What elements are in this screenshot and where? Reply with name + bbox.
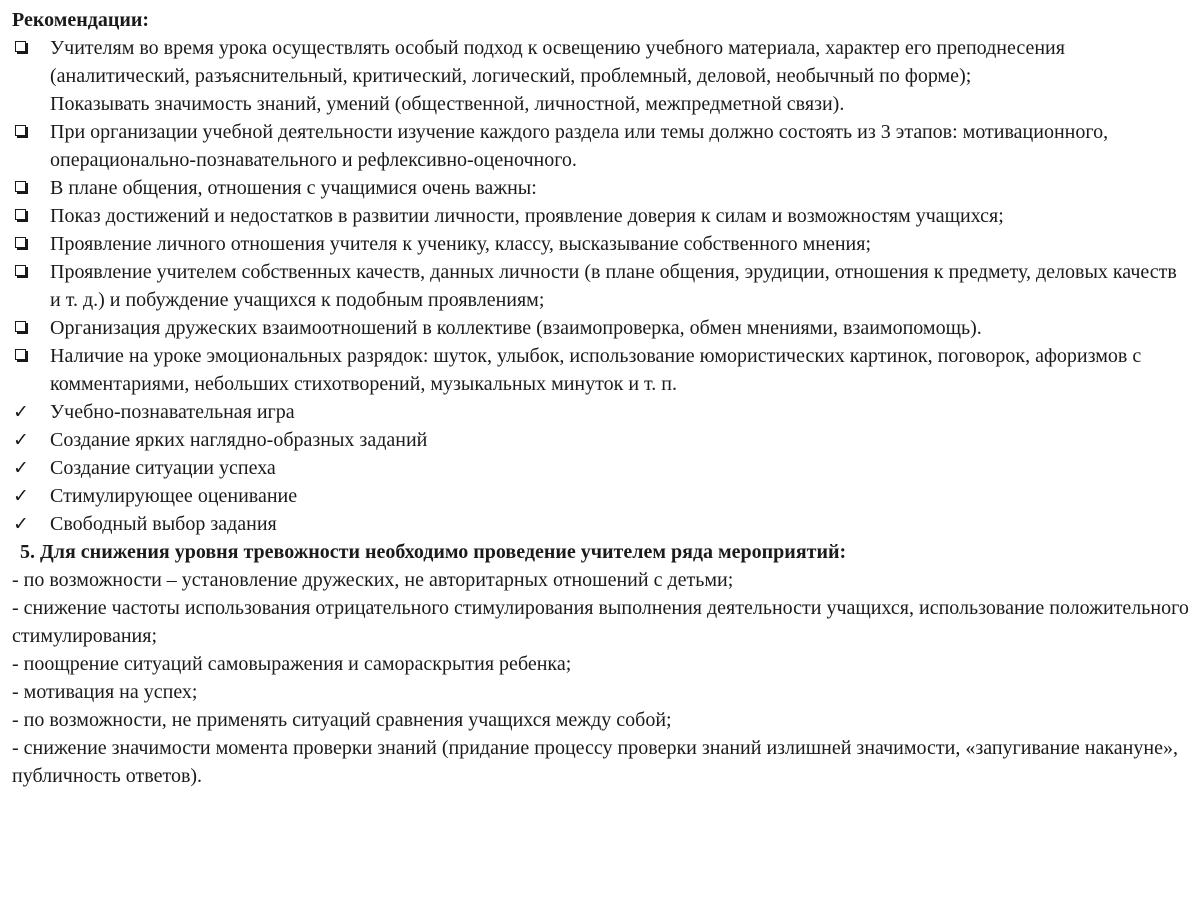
dash-item: - по возможности – установление дружеских, не авторитарных отношений с детьми; xyxy=(12,569,734,591)
list-item xyxy=(12,174,1192,202)
square-bullet-icon xyxy=(12,258,40,286)
dash-item: - мотивация на успех; xyxy=(12,681,198,703)
list-item-text: Создание ярких наглядно-образных заданий xyxy=(50,429,428,451)
list-item-text: Учебно-познавательная игра xyxy=(50,401,295,423)
list-item-text: При организации учебной деятельности изучение каждого раздела или темы должно состоять из 3 этапов: мотивационного, операционально-познавательного и рефлексивно-оценочного. xyxy=(50,121,1109,171)
square-bullet-icon xyxy=(12,118,40,146)
dash-item: - снижение значимости момента проверки знаний (придание процессу проверки знаний излишней значимости, «запугивание накануне», публичность ответов). xyxy=(12,737,1178,787)
check-bullet-list xyxy=(12,398,1192,538)
list-item xyxy=(12,34,1192,118)
checkmark-icon: ✓ xyxy=(13,429,29,451)
list-item-text: Проявление личного отношения учителя к ученику, классу, высказывание собственного мнения; xyxy=(50,233,872,255)
checkmark-icon: ✓ xyxy=(13,513,29,535)
list-item-text: Показ достижений и недостатков в развитии личности, проявление доверия к силам и возможностям учащихся; xyxy=(50,205,1004,227)
square-bullet-icon xyxy=(12,174,40,202)
list-item-text: В плане общения, отношения с учащимися очень важны: xyxy=(50,177,537,199)
list-item xyxy=(12,314,1192,342)
list-item xyxy=(12,426,1192,454)
section-heading: 5. Для снижения уровня тревожности необходимо проведение учителем ряда мероприятий: xyxy=(20,541,847,563)
list-item-text: Свободный выбор задания xyxy=(50,513,277,535)
square-bullet-icon xyxy=(12,202,40,230)
square-bullet-icon xyxy=(12,34,40,62)
square-bullet-icon xyxy=(12,230,40,258)
list-item xyxy=(12,510,1192,538)
list-item xyxy=(12,398,1192,426)
list-item-text: Проявление учителем собственных качеств, данных личности (в плане общения, эрудиции, отношения к предмету, деловых качеств и т. д.) и побуждение учащихся к подобным проявлениям; xyxy=(50,261,1177,311)
list-item-text: Наличие на уроке эмоциональных разрядок: шуток, улыбок, использование юмористических картинок, поговорок, афоризмов с комментариями, небольших стихотворений, музыкальных минуток и т. п. xyxy=(50,345,1142,395)
list-item xyxy=(12,342,1192,398)
list-item-text: Создание ситуации успеха xyxy=(50,457,276,479)
list-item-text: Организация дружеских взаимоотношений в коллективе (взаимопроверка, обмен мнениями, взаимопомощь). xyxy=(50,317,982,339)
recommendations-heading: Рекомендации: xyxy=(12,9,150,31)
square-bullet-icon xyxy=(12,314,40,342)
dash-item: - по возможности, не применять ситуаций сравнения учащихся между собой; xyxy=(12,709,672,731)
checkmark-icon: ✓ xyxy=(13,457,29,479)
list-item xyxy=(12,230,1192,258)
square-bullet-icon xyxy=(12,342,40,370)
checkmark-icon: ✓ xyxy=(13,485,29,507)
dash-list xyxy=(12,566,1192,790)
list-item-text: Стимулирующее оценивание xyxy=(50,485,298,507)
slide-content xyxy=(12,6,1192,790)
list-item xyxy=(12,258,1192,314)
checkmark-icon: ✓ xyxy=(13,401,29,423)
dash-item: - снижение частоты использования отрицательного стимулирования выполнения деятельности учащихся, использование положительного стимулирования; xyxy=(12,597,1189,647)
list-item xyxy=(12,482,1192,510)
dash-item: - поощрение ситуаций самовыражения и самораскрытия ребенка; xyxy=(12,653,572,675)
box-bullet-list xyxy=(12,34,1192,398)
list-item xyxy=(12,454,1192,482)
list-item-continuation: Показывать значимость знаний, умений (общественной, личностной, межпредметной связи). xyxy=(50,93,845,115)
list-item xyxy=(12,118,1192,174)
list-item-text: Учителям во время урока осуществлять особый подход к освещению учебного материала, характер его преподнесения (аналитический, разъяснительный, критический, логический, проблемный, деловой, необычный по форме); xyxy=(50,37,1065,87)
list-item xyxy=(12,202,1192,230)
